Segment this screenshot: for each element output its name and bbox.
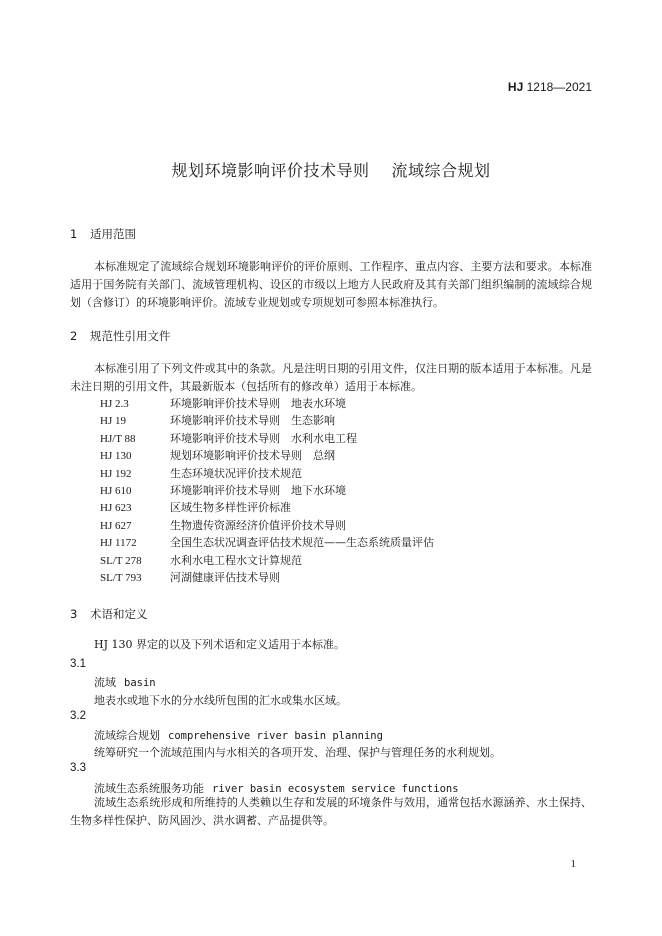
reference-code: SL/T 793 xyxy=(100,571,142,584)
standard-prefix: HJ xyxy=(507,80,524,94)
term-heading xyxy=(94,727,383,743)
reference-code: SL/T 278 xyxy=(100,554,142,567)
term-name-en: river basin ecosystem service functions xyxy=(212,783,459,795)
term-number: 3.3 xyxy=(70,762,86,774)
term-name-zh: 流域综合规划 xyxy=(94,729,160,742)
reference-title: 河湖健康评估技术导则 xyxy=(170,570,280,584)
term-name-en: comprehensive river basin planning xyxy=(168,730,383,742)
page-number: 1 xyxy=(570,858,576,870)
reference-title: 环境影响评价技术导则 生态影响 xyxy=(170,414,335,428)
reference-code: HJ 19 xyxy=(100,415,126,428)
reference-code: HJ 1172 xyxy=(100,537,137,550)
reference-code: HJ/T 88 xyxy=(100,432,136,445)
section-paragraph: 本标准规定了流域综合规划环境影响评价的评价原则、工作程序、重点内容、主要方法和要求。本标准适用于国务院有关部门、流域管理机构、设区的市级以上地方人民政府及其有关部门组织编制的流域综合规划（含修订）的环境影响评价。流域专业规划或专项规划可参照本标准执行。 xyxy=(70,260,592,309)
section-number: 2 xyxy=(70,329,78,343)
reference-item xyxy=(100,569,434,586)
term-definition: 统筹研究一个流域范围内与水相关的各项开发、治理、保护与管理任务的水利规划。 xyxy=(94,746,501,759)
reference-code: HJ 2.3 xyxy=(100,398,129,410)
document-title xyxy=(0,158,662,181)
reference-item xyxy=(100,465,434,482)
title-main: 规划环境影响评价技术导则 xyxy=(171,161,370,180)
reference-title: 规划环境影响评价技术导则 总纲 xyxy=(170,449,335,463)
section-heading xyxy=(70,226,136,242)
reference-item xyxy=(100,517,434,534)
term-name-zh: 流域 xyxy=(94,676,116,689)
reference-item xyxy=(100,395,434,412)
term-heading xyxy=(94,674,156,690)
reference-title: 环境影响评价技术导则 地下水环境 xyxy=(170,483,346,497)
reference-list xyxy=(100,395,434,586)
reference-title: 生物遗传资源经济价值评价技术导则 xyxy=(170,518,346,532)
term-name-zh: 流域生态系统服务功能 xyxy=(94,782,204,795)
section-number: 1 xyxy=(70,227,78,241)
reference-code: HJ 130 xyxy=(100,450,132,463)
standard-number xyxy=(508,80,592,94)
section-heading xyxy=(70,606,148,622)
reference-title: 环境影响评价技术导则 地表水环境 xyxy=(170,397,346,410)
reference-item xyxy=(100,552,434,569)
reference-code: HJ 192 xyxy=(100,467,132,480)
reference-code: HJ 610 xyxy=(100,484,132,497)
section-title: 术语和定义 xyxy=(90,607,148,621)
reference-title: 水利水电工程水文计算规范 xyxy=(170,553,302,567)
reference-item xyxy=(100,534,434,551)
term-definition: 地表水或地下水的分水线所包围的汇水或集水区域。 xyxy=(94,694,347,707)
standard-code: 1218—2021 xyxy=(526,80,592,94)
section-paragraph: HJ 130 界定的以及下列术语和定义适用于本标准。 xyxy=(94,638,345,651)
term-definition: 流域生态系统形成和所维持的人类赖以生存和发展的环境条件与效用，通常包括水源涵养、水土保持、生物多样性保护、防风固沙、洪水调蓄、产品提供等。 xyxy=(70,796,592,827)
term-number: 3.1 xyxy=(70,658,86,670)
reference-item xyxy=(100,447,434,464)
reference-item xyxy=(100,430,434,447)
section-title: 规范性引用文件 xyxy=(90,329,171,343)
section-title: 适用范围 xyxy=(90,227,136,241)
section-paragraph: 本标准引用了下列文件或其中的条款。凡是注明日期的引用文件，仅注日期的版本适用于本标准。凡是未注日期的引用文件，其最新版本（包括所有的修改单）适用于本标准。 xyxy=(70,362,592,393)
term-number: 3.2 xyxy=(70,710,86,722)
reference-title: 全国生态状况调查评估技术规范——生态系统质量评估 xyxy=(170,536,434,550)
section-number: 3 xyxy=(70,607,78,621)
reference-title: 生态环境状况评价技术规范 xyxy=(170,466,302,480)
title-sub: 流域综合规划 xyxy=(391,161,491,180)
term-name-en: basin xyxy=(124,677,156,689)
section-heading xyxy=(70,328,171,344)
reference-title: 区域生物多样性评价标准 xyxy=(170,501,291,515)
reference-code: HJ 627 xyxy=(100,519,132,532)
reference-item xyxy=(100,412,434,429)
reference-item xyxy=(100,499,434,516)
reference-title: 环境影响评价技术导则 水利水电工程 xyxy=(170,431,357,445)
reference-item xyxy=(100,482,434,499)
reference-code: HJ 623 xyxy=(100,502,132,515)
